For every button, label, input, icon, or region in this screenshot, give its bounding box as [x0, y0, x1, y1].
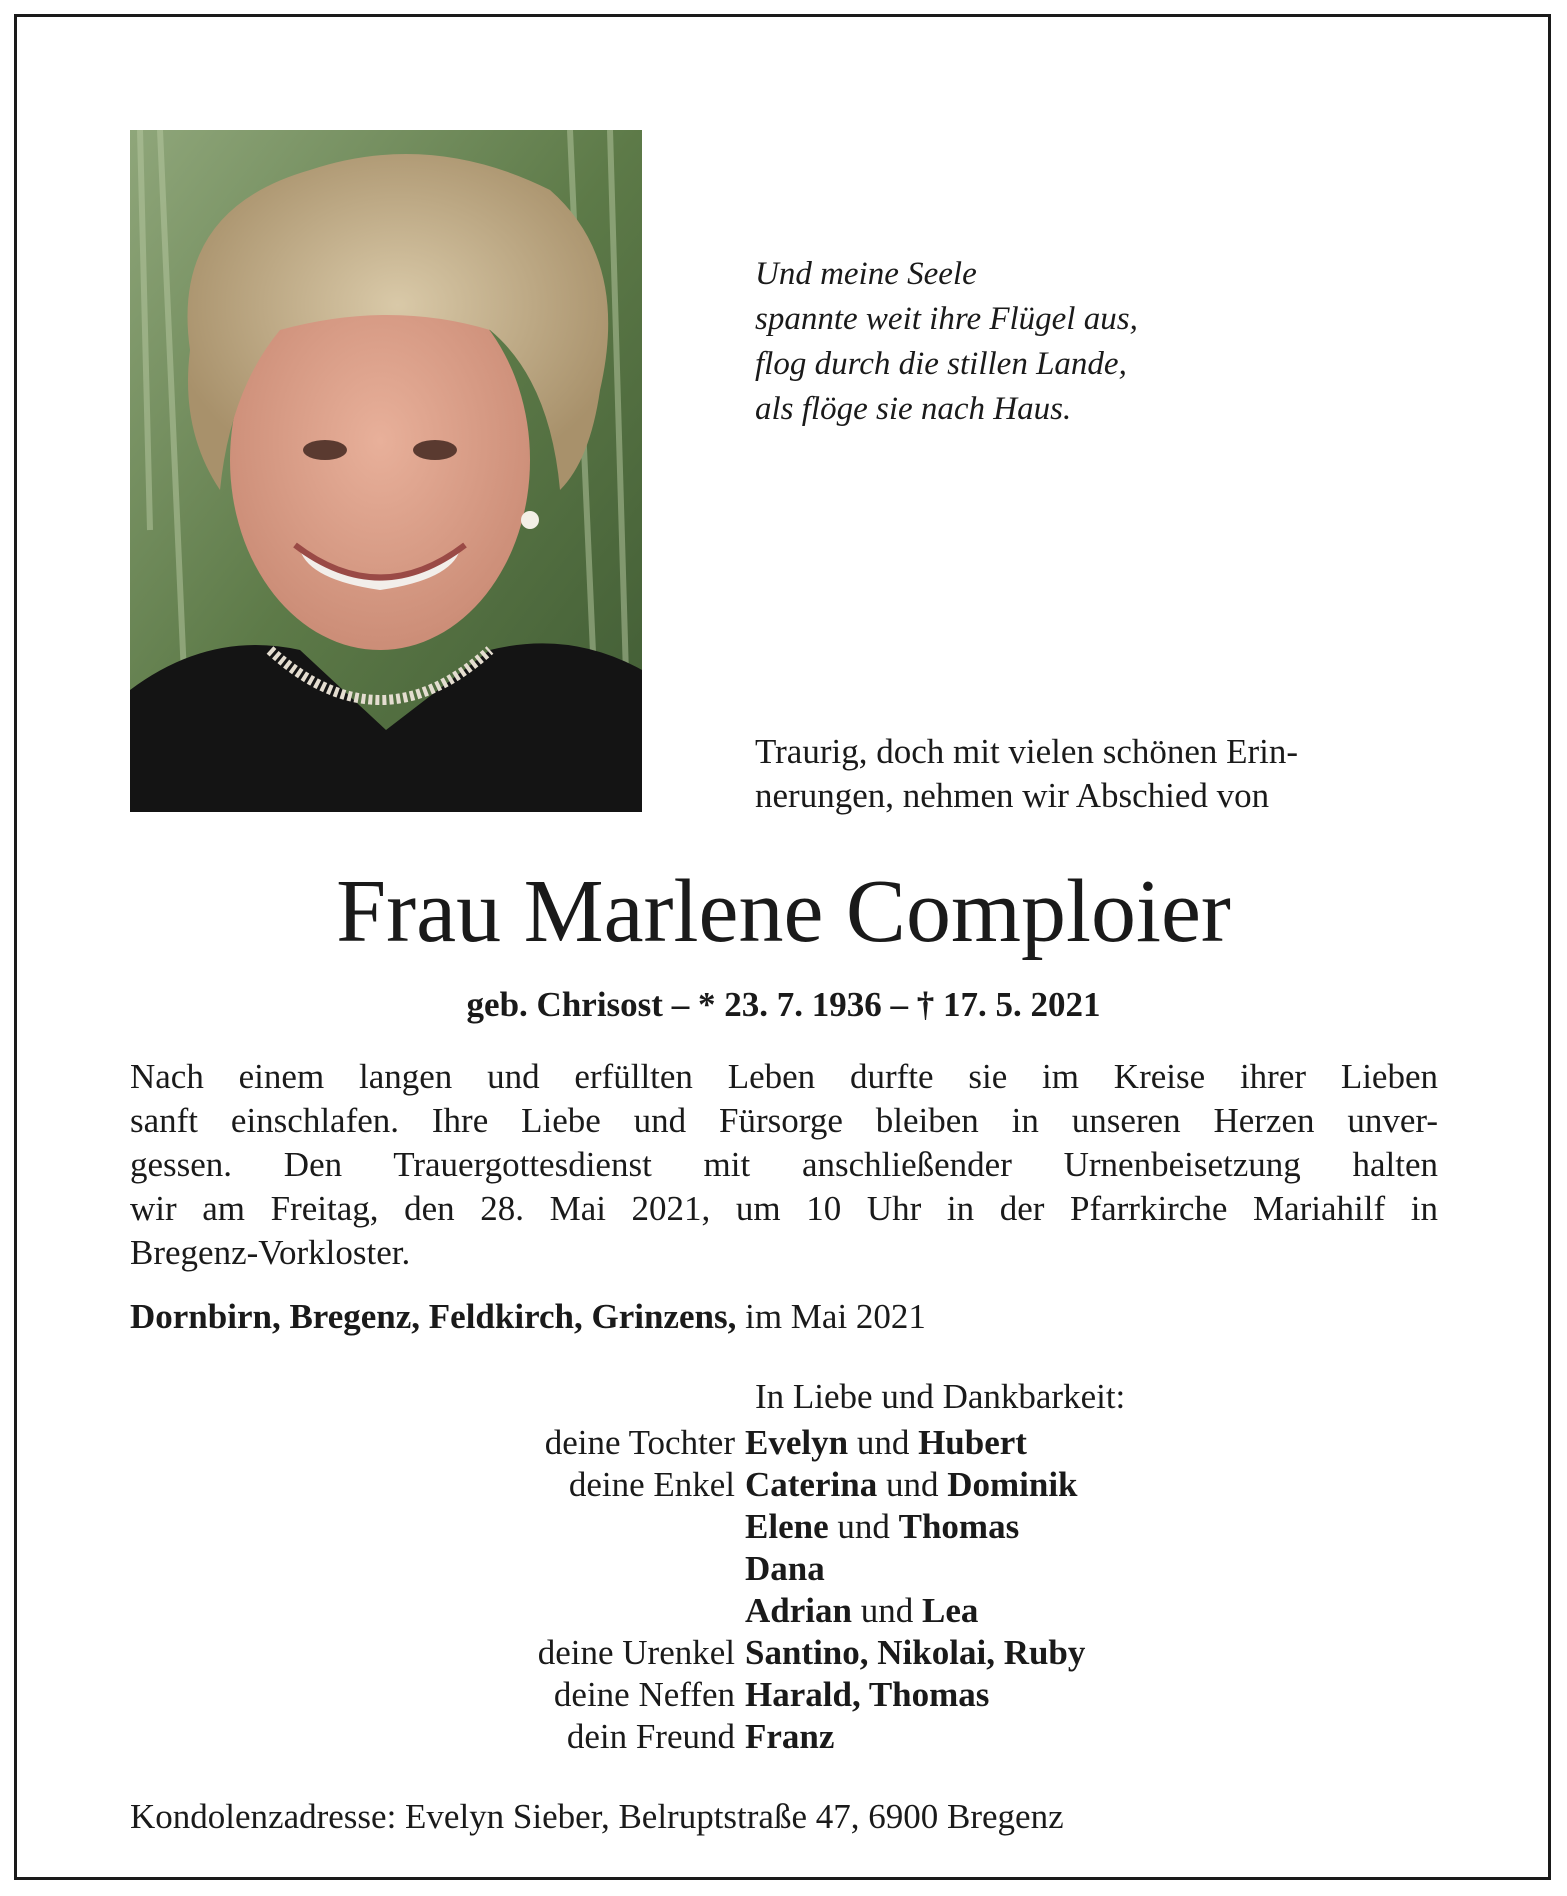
poem-line: Und meine Seele	[755, 256, 977, 292]
life-dates: geb. Chrisost – * 23. 7. 1936 – † 17. 5. 2021	[466, 985, 1101, 1024]
family-name: Adrian	[745, 1591, 852, 1630]
family-row	[300, 1548, 1300, 1590]
family-join: und	[837, 1507, 890, 1546]
family-names	[745, 1422, 1027, 1464]
poem-verse	[755, 252, 1315, 432]
body-line: wir am Freitag, den 28. Mai 2021, um 10 Uhr in der Pfarrkirche Mariahilf in	[130, 1189, 1438, 1228]
family-names	[745, 1674, 989, 1716]
family-relation	[300, 1506, 745, 1548]
family-names	[745, 1590, 978, 1632]
body-line: gessen. Den Trauergottesdienst mit anschließender Urnenbeisetzung halten	[130, 1145, 1438, 1184]
family-row	[300, 1632, 1300, 1674]
family-name: Santino, Nikolai, Ruby	[745, 1633, 1086, 1672]
family-name: Caterina	[745, 1465, 878, 1504]
family-row	[300, 1464, 1300, 1506]
family-relation: deine Tochter	[544, 1423, 735, 1462]
family-row	[300, 1506, 1300, 1548]
family-join: und	[885, 1465, 939, 1504]
body-line: sanft einschlafen. Ihre Liebe und Fürsorge bleiben in unseren Herzen unver-	[130, 1101, 1438, 1140]
family-relation: deine Enkel	[568, 1465, 735, 1504]
family-name: Harald, Thomas	[745, 1675, 990, 1714]
family-names	[745, 1548, 825, 1590]
family-names	[745, 1716, 834, 1758]
family-relation: deine Urenkel	[537, 1633, 735, 1672]
family-names	[745, 1464, 1078, 1506]
poem-line: flog durch die stillen Lande,	[755, 346, 1127, 382]
family-relation	[300, 1548, 745, 1590]
condolence-address: Kondolenzadresse: Evelyn Sieber, Belruptstraße 47, 6900 Bregenz	[130, 1797, 1064, 1836]
poem-line: spannte weit ihre Flügel aus,	[755, 301, 1138, 337]
family-row	[300, 1716, 1300, 1758]
thanks-line: In Liebe und Dankbarkeit:	[755, 1377, 1126, 1416]
body-line: Nach einem langen und erfüllten Leben durfte sie im Kreise ihrer Lieben	[130, 1057, 1438, 1096]
family-name: Dana	[745, 1549, 825, 1588]
body-line: Bregenz-Vorkloster.	[130, 1233, 411, 1272]
portrait-photo	[130, 130, 642, 812]
family-name: Lea	[921, 1591, 979, 1630]
intro-line: Traurig, doch mit vielen schönen Erin-	[755, 732, 1299, 771]
intro-text	[755, 730, 1445, 818]
deceased-name: Frau Marlene Comploier	[336, 862, 1231, 961]
family-row	[300, 1422, 1300, 1464]
family-name: Dominik	[947, 1465, 1078, 1504]
family-relation: dein Freund	[566, 1717, 735, 1756]
place-towns: Dornbirn, Bregenz, Feldkirch, Grinzens,	[130, 1297, 737, 1336]
family-join: und	[856, 1423, 910, 1462]
place-date: im Mai 2021	[745, 1297, 926, 1336]
family-list	[300, 1422, 1300, 1758]
family-row	[300, 1674, 1300, 1716]
family-name: Evelyn	[745, 1423, 849, 1462]
family-relation	[300, 1590, 745, 1632]
family-names	[745, 1506, 1019, 1548]
intro-line: nerungen, nehmen wir Abschied von	[755, 776, 1270, 815]
family-names	[745, 1632, 1085, 1674]
family-join: und	[860, 1591, 914, 1630]
family-name: Elene	[745, 1507, 829, 1546]
family-name: Hubert	[918, 1423, 1027, 1462]
announcement-body	[130, 1055, 1438, 1275]
family-name: Thomas	[898, 1507, 1020, 1546]
family-row	[300, 1590, 1300, 1632]
family-relation: deine Neffen	[553, 1675, 735, 1714]
family-name: Franz	[745, 1717, 835, 1756]
place-and-date	[130, 1295, 926, 1339]
poem-line: als flöge sie nach Haus.	[755, 391, 1072, 427]
